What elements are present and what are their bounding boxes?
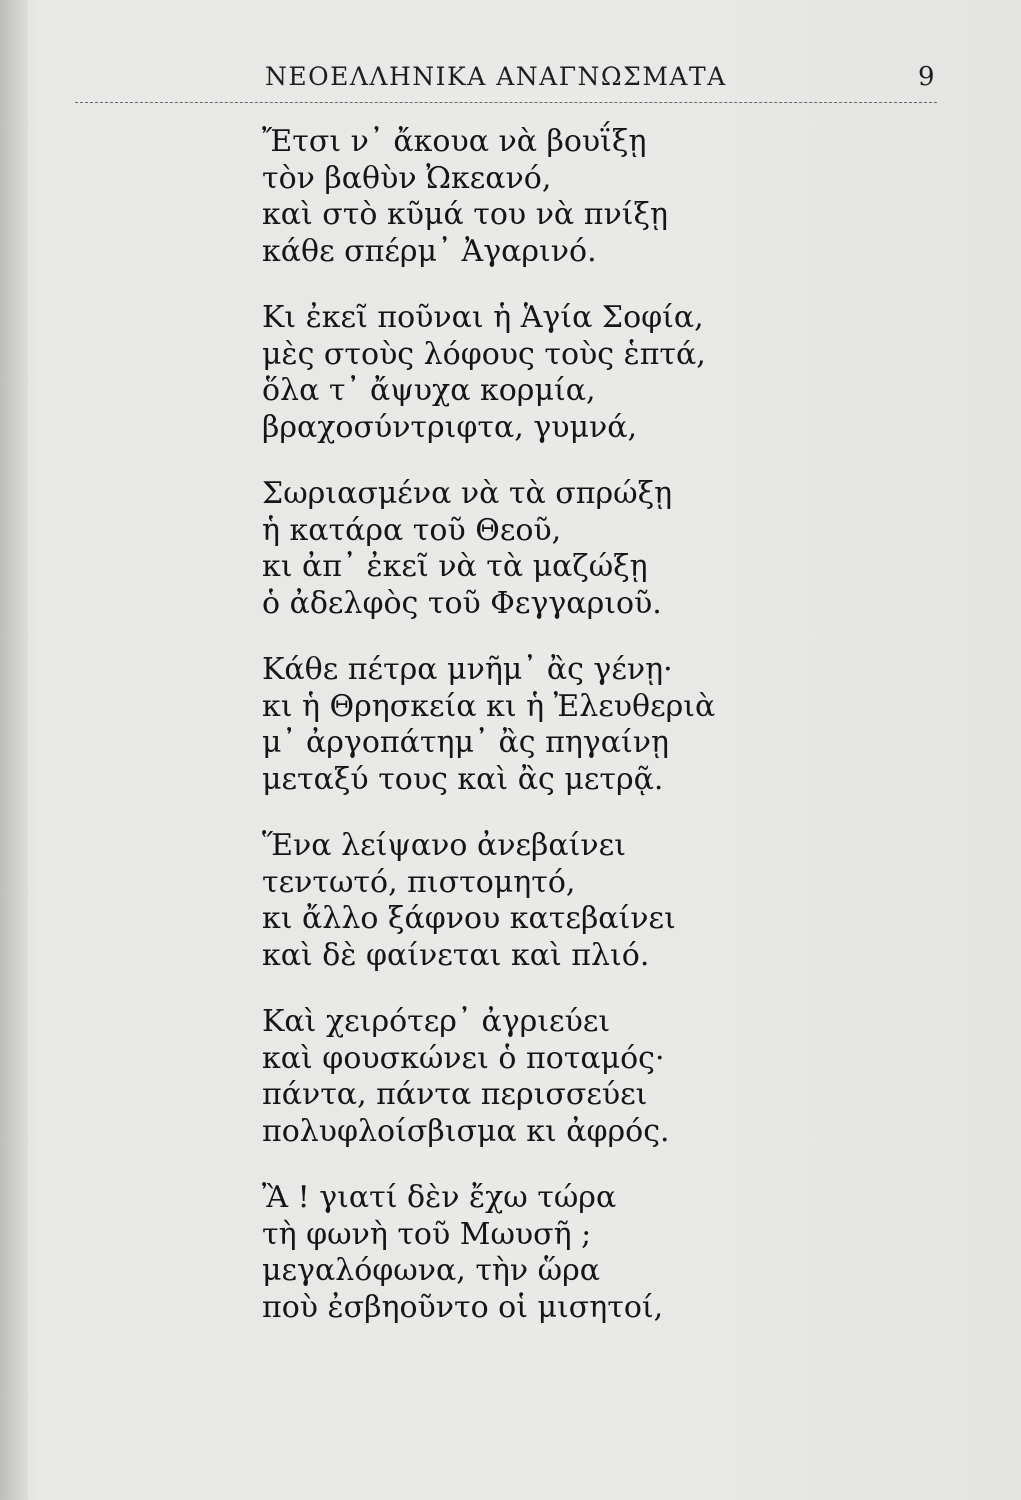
stanza-5 — [262, 828, 782, 974]
poem-body — [262, 124, 782, 1356]
poem-line: ἡ κατάρα τοῦ Θεοῦ, — [262, 512, 562, 548]
running-head-title: ΝΕΟΕΛΛΗΝΙΚΑ ΑΝΑΓΝΩΣΜΑΤΑ — [265, 62, 727, 91]
poem-line: μεταξύ τους καὶ ἂς μετρᾷ. — [262, 761, 664, 797]
poem-line: καὶ φουσκώνει ὁ ποταμός· — [262, 1040, 665, 1076]
poem-line: τὴ φωνὴ τοῦ Μωυσῆ ; — [262, 1216, 592, 1252]
poem-line: κι ἄλλο ξάφνου κατεβαίνει — [262, 901, 676, 936]
stanza-3 — [262, 476, 782, 622]
poem-line: πολυφλοίσβισμα κι ἀφρός. — [262, 1113, 670, 1149]
poem-line: Κάθε πέτρα μνῆμ᾽ ἂς γένῃ· — [262, 652, 673, 687]
stanza-7 — [262, 1180, 782, 1326]
poem-line: ὅλα τ᾽ ἄψυχα κορμία, — [262, 373, 596, 408]
poem-line: τεντωτό, πιστομητό, — [262, 864, 576, 900]
header-rule — [75, 102, 937, 103]
poem-line: καὶ στὸ κῦμά του νὰ πνίξῃ — [262, 197, 668, 232]
poem-line: Κι ἐκεῖ ποῦναι ἡ Ἁγία Σοφία, — [262, 300, 704, 335]
poem-line: κι ἀπ᾽ ἐκεῖ νὰ τὰ μαζώξῃ — [262, 549, 648, 584]
poem-line: Ἕνα λείψανο ἀνεβαίνει — [262, 828, 626, 863]
stanza-6 — [262, 1004, 782, 1150]
poem-line: κι ἡ Θρησκεία κι ἡ Ἐλευθεριὰ — [262, 688, 716, 724]
poem-line: καὶ δὲ φαίνεται καὶ πλιό. — [262, 937, 650, 973]
poem-line: ποὺ ἐσβηοῦντο οἱ μισητοί, — [262, 1289, 664, 1325]
poem-line: κάθε σπέρμ᾽ Ἀγαρινό. — [262, 233, 597, 269]
poem-line: μὲς στοὺς λόφους τοὺς ἑπτά, — [262, 336, 706, 372]
page-number: 9 — [918, 62, 935, 92]
poem-line: πάντα, πάντα περισσεύει — [262, 1077, 648, 1112]
poem-line: βραχοσύντριφτα, γυμνά, — [262, 409, 638, 445]
page-edge-shadow — [0, 0, 28, 1500]
poem-line: μ᾽ ἀργοπάτημ᾽ ἂς πηγαίνῃ — [262, 725, 669, 760]
poem-line: ὁ ἀδελφὸς τοῦ Φεγγαριοῦ. — [262, 585, 662, 621]
poem-line: Ἂ ! γιατί δὲν ἔχω τώρα — [262, 1180, 617, 1215]
poem-line: Ἔτσι ν᾽ ἄκουα νὰ βουΐξῃ — [262, 124, 647, 159]
poem-line: τὸν βαθὺν Ὠκεανό, — [262, 160, 552, 196]
stanza-2 — [262, 300, 782, 446]
poem-line: μεγαλόφωνα, τὴν ὥρα — [262, 1253, 601, 1288]
poem-line: Καὶ χειρότερ᾽ ἀγριεύει — [262, 1004, 611, 1039]
poem-line: Σωριασμένα νὰ τὰ σπρώξῃ — [262, 476, 673, 511]
stanza-1 — [262, 124, 782, 270]
stanza-4 — [262, 652, 782, 798]
